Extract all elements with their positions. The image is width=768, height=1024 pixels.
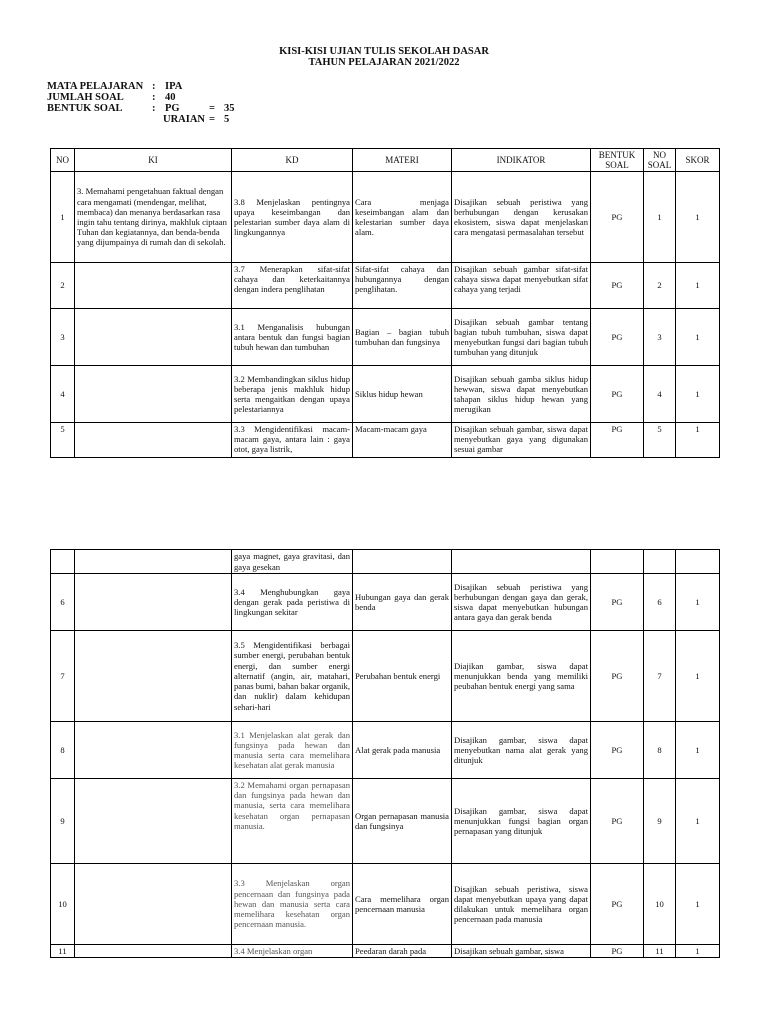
colon: : xyxy=(152,103,156,114)
cell-bentuk-soal: PG xyxy=(591,779,644,864)
cell-indikator: Disajikan sebuah gambar sifat-sifat cahaya siswa dapat menyebutkan sifat cahaya yang terjadi xyxy=(452,263,591,309)
cell-bentuk-soal: PG xyxy=(591,945,644,958)
table-row xyxy=(51,172,720,263)
jumlah-value: 40 xyxy=(165,92,176,103)
cell-bentuk-soal: PG xyxy=(591,864,644,945)
cell-materi: Perubahan bentuk energi xyxy=(353,631,452,722)
uraian-label: URAIAN xyxy=(163,114,205,125)
cell-skor: 1 xyxy=(676,263,720,309)
cell-indikator: Disajikan gambar, siswa dapat menunjukkan fungsi bagian organ pernapasan yang ditunjuk xyxy=(452,779,591,864)
cell-kd: 3.5 Mengidentifikasi berbagai sumber energi, perubahan bentuk energi, dan sumber energi alternatif (angin, air, matahari, panas bumi, bahan bakar organik, dan nuklir) dalam kehidupan sehari-hari xyxy=(232,631,353,722)
bentuk-label: BENTUK SOAL xyxy=(47,103,123,114)
uraian-value: 5 xyxy=(224,114,230,125)
cell-ki xyxy=(75,722,232,779)
cell-bentuk-soal: PG xyxy=(591,309,644,366)
cell-materi: Cara menjaga keseimbangan alam dan kelestarian sumber daya alam. xyxy=(353,172,452,263)
cell-no: 4 xyxy=(51,366,75,423)
cell-ki xyxy=(75,864,232,945)
mapel-value: IPA xyxy=(165,81,183,92)
table-row xyxy=(51,631,720,722)
cell-kd: gaya magnet, gaya gravitasi, dan gaya gesekan xyxy=(232,550,353,574)
cell-materi: Siklus hidup hewan xyxy=(353,366,452,423)
table-header-row xyxy=(51,149,720,172)
cell-bentuk-soal: PG xyxy=(591,574,644,631)
cell-materi xyxy=(353,550,452,574)
cell-no-soal: 5 xyxy=(644,423,676,458)
cell-no-soal: 2 xyxy=(644,263,676,309)
cell-skor: 1 xyxy=(676,722,720,779)
cell-no-soal: 8 xyxy=(644,722,676,779)
cell-kd: 3.2 Memahami organ pernapasan dan fungsinya pada hewan dan manusia, serta cara memelihara kesehatan organ pernapasan manusia. xyxy=(232,779,353,864)
table-row xyxy=(51,550,720,574)
jumlah-label: JUMLAH SOAL xyxy=(47,92,124,103)
cell-ki xyxy=(75,263,232,309)
col-header-bentuk-soal: BENTUK SOAL xyxy=(591,149,644,172)
cell-skor: 1 xyxy=(676,366,720,423)
cell-kd: 3.2 Membandingkan siklus hidup beberapa jenis makhluk hidup serta mengaitkan dengan upaya pelestariannya xyxy=(232,366,353,423)
table-row xyxy=(51,423,720,458)
exam-info xyxy=(47,81,297,125)
table-row xyxy=(51,722,720,779)
cell-no-soal: 10 xyxy=(644,864,676,945)
cell-kd: 3.4 Menghubungkan gaya dengan gerak pada peristiwa di lingkungan sekitar xyxy=(232,574,353,631)
cell-indikator: Diajikan gambar, siswa dapat menunjukkan benda yang memiliki peubahan bentuk energi yang sama xyxy=(452,631,591,722)
cell-indikator: Disajikan sebuah peristiwa, siswa dapat menyebutkan upaya yang dapat dilakukan untuk memelihara organ pencernaan pada manusia xyxy=(452,864,591,945)
col-header-skor: SKOR xyxy=(676,149,720,172)
col-header-materi: MATERI xyxy=(353,149,452,172)
cell-kd: 3.7 Menerapkan sifat-sifat cahaya dan keterkaitannya dengan indera penglihatan xyxy=(232,263,353,309)
cell-no: 7 xyxy=(51,631,75,722)
table-row xyxy=(51,366,720,423)
col-header-ki: KI xyxy=(75,149,232,172)
cell-no-soal xyxy=(644,550,676,574)
info-row-bentuk xyxy=(47,103,297,114)
cell-bentuk-soal: PG xyxy=(591,366,644,423)
cell-ki xyxy=(75,631,232,722)
cell-indikator: Disajikan sebuah gamba siklus hidup hewwan, siswa dapat menyebutkan tahapan siklus hidup hewan yang merugikan xyxy=(452,366,591,423)
cell-materi: Alat gerak pada manusia xyxy=(353,722,452,779)
cell-no-soal: 7 xyxy=(644,631,676,722)
cell-kd: 3.4 Menjelaskan organ xyxy=(232,945,353,958)
table-row xyxy=(51,309,720,366)
cell-indikator: Disajikan sebuah peristiwa yang berhubungan dengan kerusakan ekosistem, siswa dapat menjelaskan cara mengatasi permasalahan tersebut xyxy=(452,172,591,263)
cell-no: 10 xyxy=(51,864,75,945)
col-header-no: NO xyxy=(51,149,75,172)
table-row xyxy=(51,945,720,958)
cell-materi: Macam-macam gaya xyxy=(353,423,452,458)
cell-indikator: Disajikan sebuah gambar tentang bagian tubuh tumbuhan, siswa dapat menyebutkan fungsi dari bagian tubuh tumbuhan yang ditunjuk xyxy=(452,309,591,366)
info-row-mapel xyxy=(47,81,297,92)
cell-ki xyxy=(75,366,232,423)
cell-indikator: Disajikan sebuah peristiwa yang berhubungan dengan gaya dan gerak, siswa dapat menyebutkan hubungan antara gaya dan gerak benda xyxy=(452,574,591,631)
cell-materi: Sifat-sifat cahaya dan hubungannya dengan penglihatan. xyxy=(353,263,452,309)
cell-bentuk-soal: PG xyxy=(591,631,644,722)
table-row xyxy=(51,574,720,631)
pg-value: 35 xyxy=(224,103,235,114)
cell-bentuk-soal xyxy=(591,550,644,574)
cell-bentuk-soal: PG xyxy=(591,172,644,263)
cell-skor xyxy=(676,550,720,574)
cell-skor: 1 xyxy=(676,574,720,631)
kisi-table-part1 xyxy=(50,148,720,458)
cell-no: 11 xyxy=(51,945,75,958)
cell-indikator xyxy=(452,550,591,574)
cell-materi: Cara memelihara organ pencernaan manusia xyxy=(353,864,452,945)
kisi-table-part2 xyxy=(50,549,720,958)
doc-title-line1: KISI-KISI UJIAN TULIS SEKOLAH DASAR xyxy=(279,46,489,57)
cell-no-soal: 4 xyxy=(644,366,676,423)
cell-no: 3 xyxy=(51,309,75,366)
cell-ki xyxy=(75,550,232,574)
cell-ki xyxy=(75,945,232,958)
cell-ki xyxy=(75,423,232,458)
cell-no-soal: 9 xyxy=(644,779,676,864)
col-header-indikator: INDIKATOR xyxy=(452,149,591,172)
cell-no: 2 xyxy=(51,263,75,309)
colon: : xyxy=(152,92,156,103)
cell-bentuk-soal: PG xyxy=(591,423,644,458)
cell-skor: 1 xyxy=(676,172,720,263)
cell-skor: 1 xyxy=(676,945,720,958)
cell-kd: 3.1 Menganalisis hubungan antara bentuk dan fungsi bagian tubuh hewan dan tumbuhan xyxy=(232,309,353,366)
cell-no: 9 xyxy=(51,779,75,864)
cell-bentuk-soal: PG xyxy=(591,263,644,309)
cell-kd: 3.3 Mengidentifikasi macam-macam gaya, antara lain : gaya otot, gaya listrik, xyxy=(232,423,353,458)
uraian-eq: = xyxy=(209,114,215,125)
cell-kd: 3.1 Menjelaskan alat gerak dan fungsinya pada hewan dan manusia serta cara memelihara kesehatan alat gerak manusia xyxy=(232,722,353,779)
pg-eq: = xyxy=(209,103,215,114)
pg-label: PG xyxy=(165,103,180,114)
cell-skor: 1 xyxy=(676,779,720,864)
table-row xyxy=(51,864,720,945)
info-row-jumlah xyxy=(47,92,297,103)
cell-no-soal: 11 xyxy=(644,945,676,958)
cell-materi: Organ pernapasan manusia dan fungsinya xyxy=(353,779,452,864)
cell-kd: 3.8 Menjelaskan pentingnya upaya keseimbangan dan pelestarian sumber daya alam di lingkungannya xyxy=(232,172,353,263)
cell-no: 8 xyxy=(51,722,75,779)
cell-no: 6 xyxy=(51,574,75,631)
col-header-kd: KD xyxy=(232,149,353,172)
cell-materi: Hubungan gaya dan gerak benda xyxy=(353,574,452,631)
cell-no-soal: 1 xyxy=(644,172,676,263)
cell-ki xyxy=(75,309,232,366)
cell-kd: 3.3 Menjelaskan organ pencernaan dan fungsinya pada hewan dan manusia serta cara memelihara kesehatan organ pencernaan manusia. xyxy=(232,864,353,945)
table-row xyxy=(51,263,720,309)
colon: : xyxy=(152,81,156,92)
cell-skor: 1 xyxy=(676,309,720,366)
cell-ki xyxy=(75,574,232,631)
cell-indikator: Disajikan sebuah gambar, siswa xyxy=(452,945,591,958)
cell-indikator: Disajikan sebuah gambar, siswa dapat menyebutkan gaya yang digunakan sesuai gambar xyxy=(452,423,591,458)
cell-no-soal: 3 xyxy=(644,309,676,366)
cell-bentuk-soal: PG xyxy=(591,722,644,779)
cell-no: 1 xyxy=(51,172,75,263)
cell-materi: Bagian – bagian tubuh tumbuhan dan fungsinya xyxy=(353,309,452,366)
info-row-uraian xyxy=(47,114,297,125)
cell-ki xyxy=(75,779,232,864)
cell-materi: Peedaran darah pada xyxy=(353,945,452,958)
col-header-no-soal: NO SOAL xyxy=(644,149,676,172)
cell-no-soal: 6 xyxy=(644,574,676,631)
cell-ki: 3. Memahami pengetahuan faktual dengan cara mengamati (mendengar, melihat, membaca) dan menanya berdasarkan rasa ingin tahu tentang dirinya, makhluk ciptaan Tuhan dan kegiatannya, dan benda-benda yang dijumpainya di rumah dan di sekolah. xyxy=(75,172,232,263)
doc-title-line2: TAHUN PELAJARAN 2021/2022 xyxy=(308,57,460,68)
cell-skor: 1 xyxy=(676,631,720,722)
cell-skor: 1 xyxy=(676,423,720,458)
cell-no: 5 xyxy=(51,423,75,458)
cell-no xyxy=(51,550,75,574)
table-row xyxy=(51,779,720,864)
cell-skor: 1 xyxy=(676,864,720,945)
mapel-label: MATA PELAJARAN xyxy=(47,81,144,92)
cell-indikator: Disajikan gambar, siswa dapat menyebutkan nama alat gerak yang ditunjuk xyxy=(452,722,591,779)
